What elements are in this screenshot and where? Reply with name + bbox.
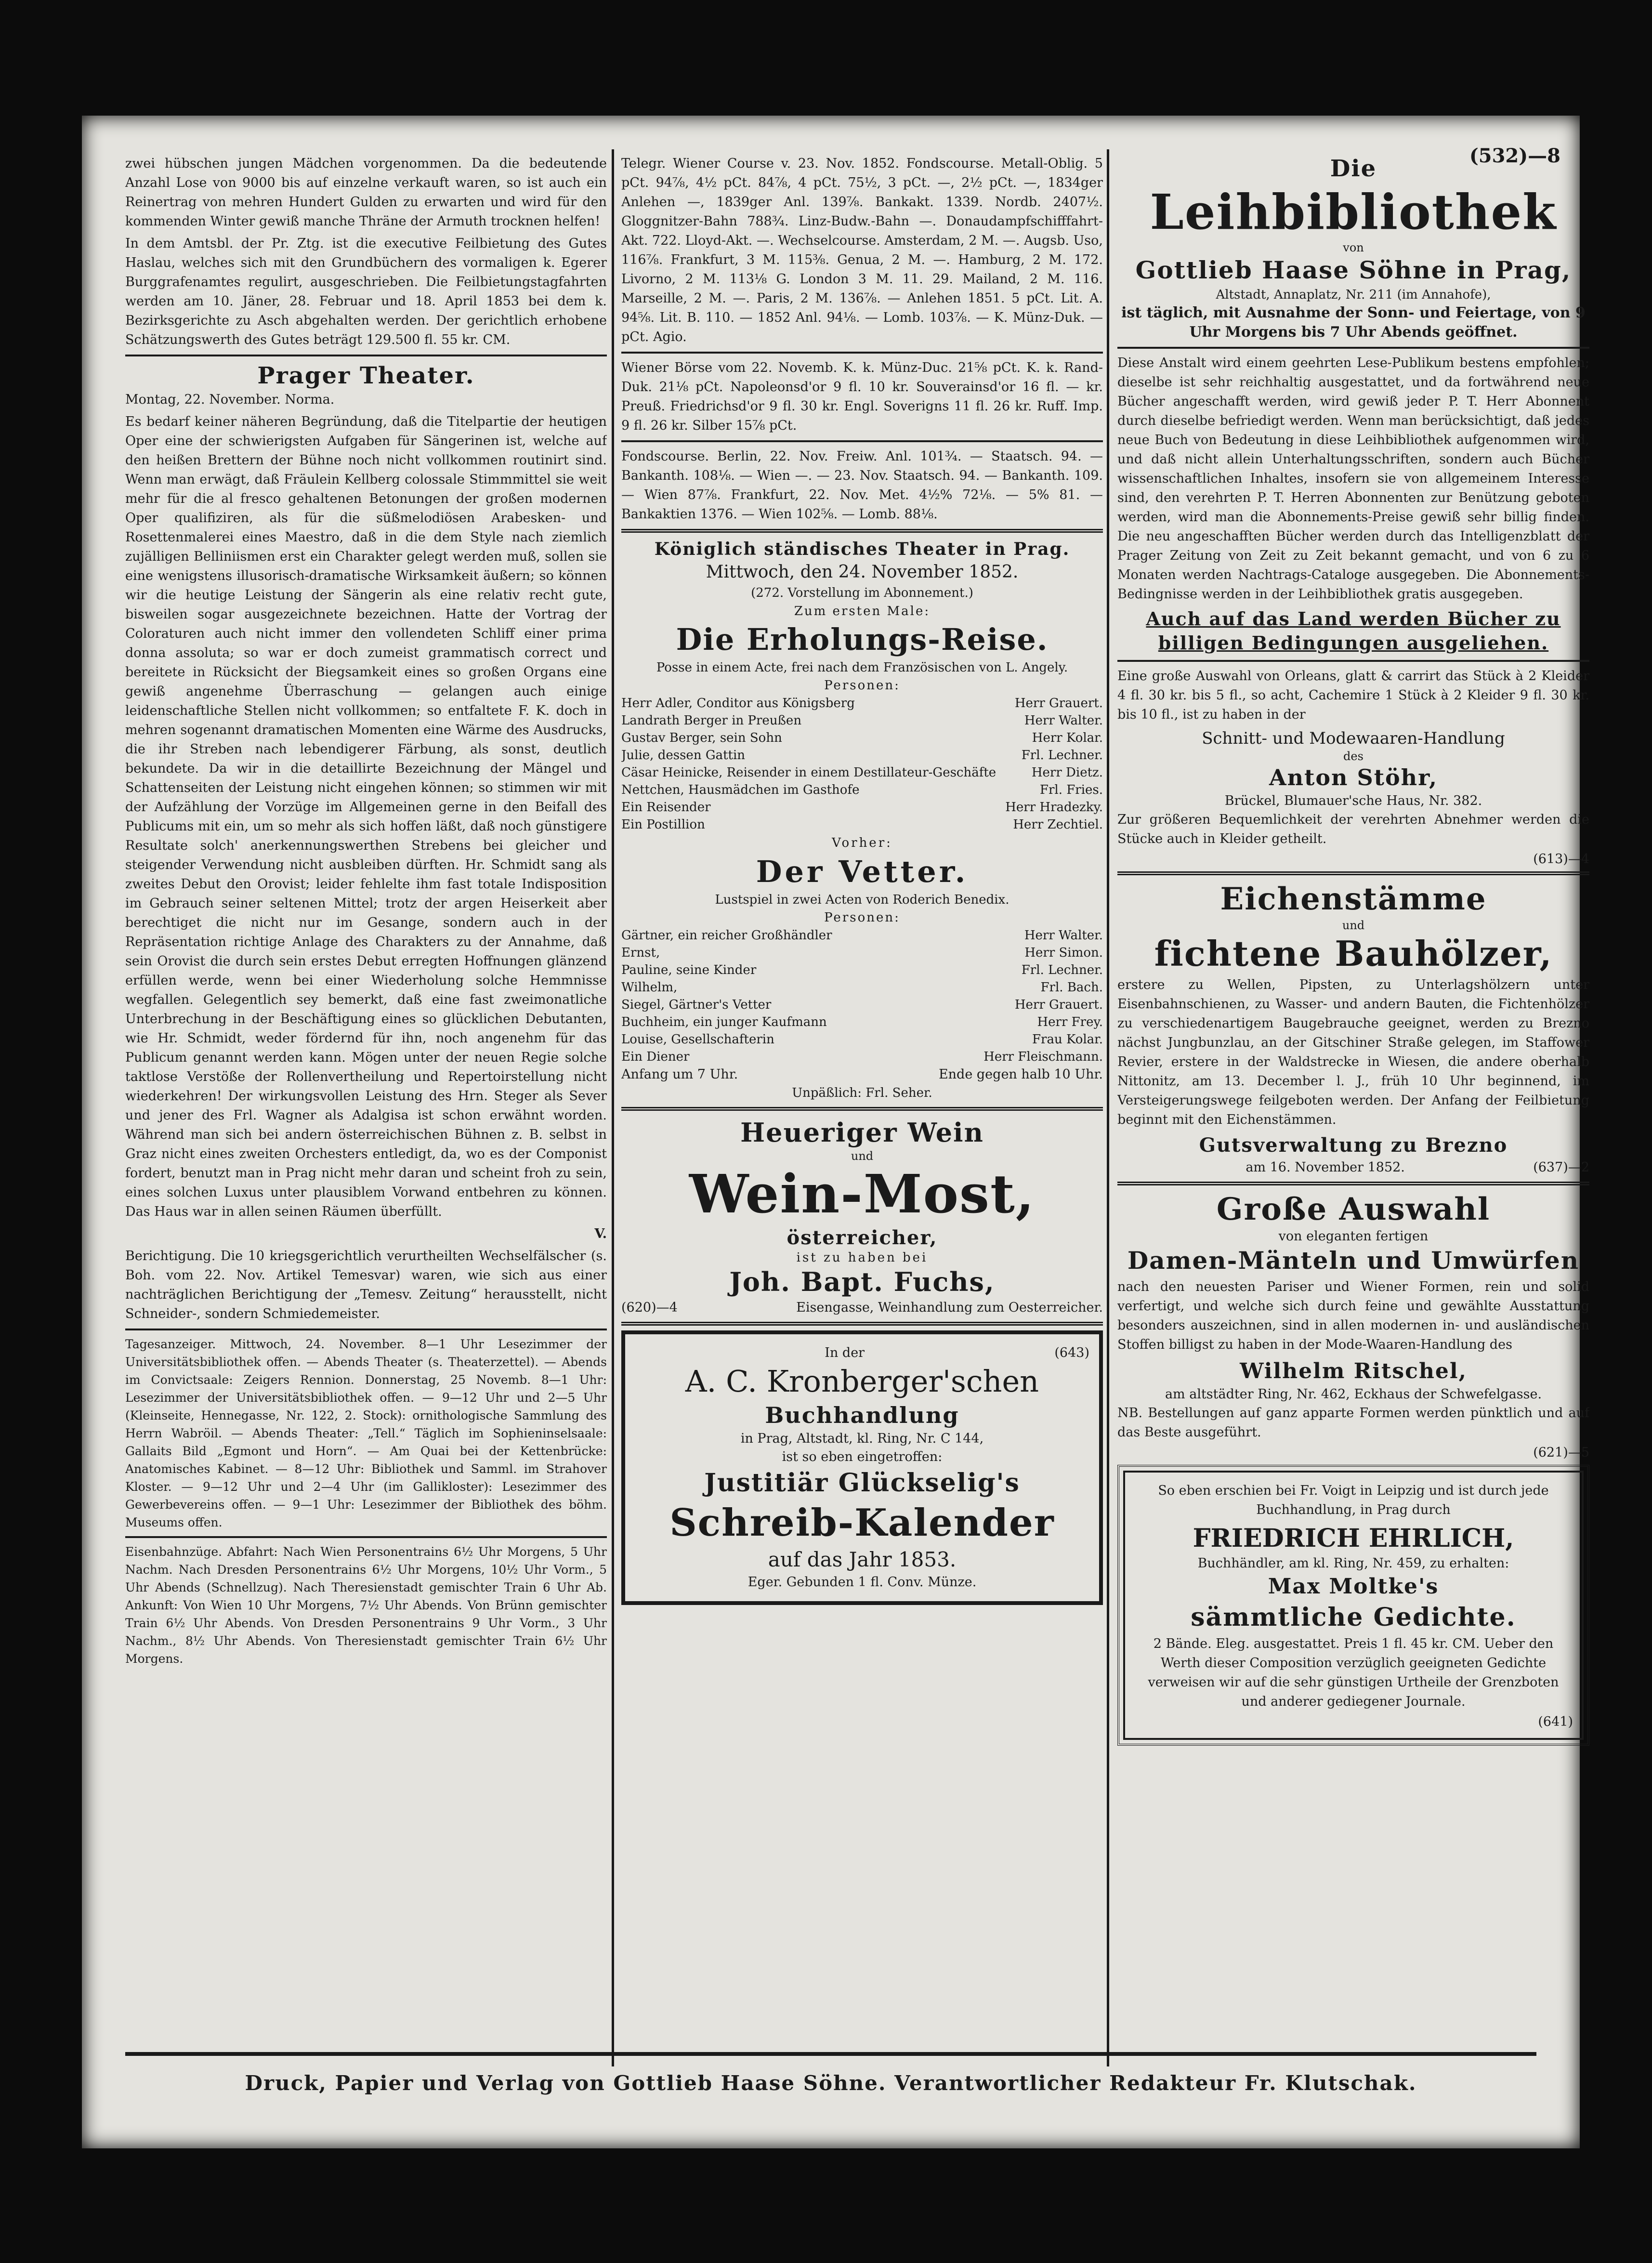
ehrlich-text: 2 Bände. Eleg. ausgestattet. Preis 1 fl. 45 kr. CM. Ueber den Werth dieser Composition verzüglich geeigneten Gedichte verweisen wir auf die sehr günstigen Urtheile der Grenzboten und anderer gediegener Journale. [1148, 1636, 1559, 1709]
review-signature: V. [594, 1226, 607, 1241]
actor-name: Frl. Lechner. [1021, 748, 1103, 763]
cast-row [621, 961, 1103, 979]
divider [621, 529, 1103, 533]
wein-oesterreicher: österreicher, [787, 1226, 938, 1249]
divider [621, 440, 1103, 442]
cast-row [621, 781, 1103, 799]
cast-row [621, 944, 1103, 961]
ehrlich-intro: So eben erschien bei Fr. Voigt in Leipzig und ist durch jede Buchhandlung, in Prag durch [1158, 1483, 1549, 1517]
divider [125, 1536, 607, 1538]
schnitt-handlung: Schnitt- und Modewaaren-Handlung [1202, 729, 1505, 748]
tagesanzeiger: Tagesanzeiger. Mittwoch, 24. November. 8—1 Uhr Lesezimmer der Universitätsbibliothek offen. — Abends Theater (s. Theaterzettel). — Abends im Convictsaale: Zeigers Rennion. Donnerstag, 25 Novemb. 8—1 Uhr: Lesezimmer der Universitätsbibliothek offen. — 9—12 Uhr und 2—5 Uhr (Kleinseite, Hennegasse, Nr. 122, 2. Stock): ornithologische Sammlung des Herrn Wabröil. — Abends Theater: „Tell.“ Täglich im Sophieninselsaale: Gallaits Bild „Egmont und Horn“. — Am Quai bei der Kettenbrücke: Anatomisches Kabinet. — 8—12 Uhr: Bibliothek und Samml. im Strahover Kloster. — 9—12 Uhr und 2—4 Uhr (im Gallikloster): Lesezimmer des Gewerbevereins offen. — 9—1 Uhr: Lesezimmer der Bibliothek des böhm. Museums offen. [125, 1337, 607, 1529]
grosse-auswahl-title: Große Auswahl [1216, 1191, 1491, 1227]
eleganten-label: von eleganten fertigen [1278, 1229, 1429, 1244]
divider [1117, 1182, 1589, 1185]
abonnement-note: (272. Vorstellung im Abonnement.) [751, 586, 973, 600]
land-note: Auch auf das Land werden Bücher zu billigen Bedingungen ausgeliehen. [1146, 608, 1561, 654]
actor-name: Herr Dietz. [1031, 765, 1103, 780]
role-name: Julie, dessen Gattin [621, 748, 746, 763]
footer-rule [125, 2052, 1536, 2056]
kron-name: A. C. Kronberger'schen [685, 1364, 1039, 1399]
divider [125, 1329, 607, 1330]
ritschel-address: am altstädter Ring, Nr. 462, Eckhaus der Schwefelgasse. [1165, 1387, 1542, 1402]
role-name: Ein Postillion [621, 817, 705, 832]
bauhoelzer-title: fichtene Bauhölzer, [1154, 933, 1553, 974]
ritschel-ad-number: (621)—5 [1533, 1445, 1589, 1460]
role-name: Gustav Berger, sein Sohn [621, 731, 782, 745]
ehrlich-ad [1117, 1465, 1589, 1746]
play2-title: Der Vetter. [756, 854, 969, 889]
prager-theater-title: Prager Theater. [257, 362, 475, 389]
column-rule-left [612, 149, 614, 2066]
actor-name: Herr Simon. [1024, 946, 1103, 960]
divider [1117, 660, 1589, 662]
actor-name: Frl. Lechner. [1021, 963, 1103, 977]
role-name: Cäsar Heinicke, Reisender in einem Destillateur-Geschäfte [621, 765, 996, 780]
ritschel-name: Wilhelm Ritschel, [1240, 1359, 1467, 1383]
actor-name: Herr Kolar. [1032, 731, 1103, 745]
cast-row [621, 927, 1103, 944]
column-left [125, 154, 607, 1671]
divider [621, 1322, 1103, 1326]
und-label: und [1342, 919, 1365, 932]
wiener-boerse: Wiener Börse vom 22. Novemb. K. k. Münz-Duc. 21⅝ pCt. K. k. Rand-Duk. 21⅛ pCt. Napoleonsd'or 9 fl. 10 kr. Souverainsd'or 16 fl. — kr. Preuß. Friedrichsd'or 9 fl. 30 kr. Engl. Soverigns 11 fl. 26 kr. Ruff. Imp. 9 fl. 26 kr. Silber 15⅞ pCt. [621, 360, 1103, 433]
cast-row [621, 729, 1103, 747]
wein-und: und [851, 1149, 874, 1163]
kron-price: Eger. Gebunden 1 fl. Conv. Münze. [747, 1575, 977, 1590]
kron-address: in Prag, Altstadt, kl. Ring, Nr. C 144, [740, 1431, 984, 1446]
actor-name: Herr Walter. [1024, 713, 1103, 728]
show-times [621, 1066, 1103, 1084]
wein-merchant: Joh. Bapt. Fuchs, [729, 1266, 995, 1297]
role-name: Gärtner, ein reicher Großhändler [621, 928, 832, 943]
cast-row [621, 799, 1103, 816]
role-name: Herr Adler, Conditor aus Königsberg [621, 696, 855, 710]
theater-header: Königlich ständisches Theater in Prag. [654, 539, 1070, 559]
kron-ad-number: (643) [1054, 1345, 1089, 1360]
play1-description: Posse in einem Acte, frei nach dem Französischen von L. Angely. [656, 660, 1068, 675]
eichenstaemme-title: Eichenstämme [1220, 881, 1487, 917]
wein-address: Eisengasse, Weinhandlung zum Oesterreicher. [796, 1300, 1103, 1315]
eichen-text: erstere zu Wellen, Pipsten, zu Unterlagshölzern unter Eisenbahnschienen, zu Wasser- und andern Bauten, die Fichtenhölzer zu verschiedenartigem Baugebrauche geeignet, werden zu Brezno nächst Jungbunzlau, an der Gitschiner Straße gelegen, im Staffower Revier, erstere in der Waldstrecke in Wiesen, die andere oberhalb Nittonitz, am 13. December l. J., früh 10 Uhr beginnend, im Versteigerungswege feilgeboten werden. Der Anfang der Feilbietung beginnt mit den Eichenstämmen. [1117, 977, 1589, 1127]
role-name: Ernst, [621, 946, 660, 960]
kronberger-ad [621, 1330, 1103, 1605]
theater-date: Mittwoch, den 24. November 1852. [706, 562, 1019, 582]
indisposed-note: Unpäßlich: Frl. Seher. [792, 1086, 932, 1100]
leih-hours: ist täglich, mit Ausnahme der Sonn- und Feiertage, von 9 Uhr Morgens bis 7 Uhr Abends geöffnet. [1121, 304, 1586, 341]
vorher-label: Vorher: [832, 836, 892, 850]
newspaper-page [82, 116, 1589, 2148]
cast-row [621, 695, 1103, 712]
haase-name: Gottlieb Haase Söhne in Prag, [1135, 256, 1572, 284]
leih-address: Altstadt, Annaplatz, Nr. 211 (im Annahofe), [1216, 288, 1491, 302]
wein-ad-number: (620)—4 [621, 1300, 678, 1315]
role-name: Siegel, Gärtner's Vetter [621, 998, 772, 1012]
cast-row [621, 979, 1103, 996]
kron-in: In der [825, 1345, 865, 1360]
stoehr-text: Zur größeren Bequemlichkeit der verehrten Abnehmer werden die Stücke auch in Kleider getheilt. [1117, 812, 1589, 846]
cast-list-1 [621, 695, 1103, 833]
end-time: Ende gegen halb 10 Uhr. [938, 1067, 1103, 1082]
cast-row [621, 1013, 1103, 1031]
kron-buchhandlung: Buchhandlung [765, 1402, 959, 1428]
divider [1117, 871, 1589, 875]
column-middle [621, 154, 1103, 1610]
actor-name: Frau Kolar. [1032, 1032, 1103, 1047]
theater-date: Montag, 22. November. Norma. [125, 392, 335, 407]
stoehr-name: Anton Stöhr, [1269, 764, 1438, 790]
ehrlich-ad-number: (641) [1538, 1714, 1573, 1729]
divider [125, 355, 607, 356]
column-right [1117, 154, 1589, 1750]
cast-row [621, 1031, 1103, 1048]
des-label: des [1343, 750, 1364, 763]
actor-name: Herr Zechtiel. [1013, 817, 1103, 832]
guts-footer [1117, 1158, 1589, 1177]
guts-date: am 16. November 1852. [1246, 1160, 1405, 1175]
actor-name: Herr Hradezky. [1005, 800, 1103, 815]
actor-name: Frl. Fries. [1039, 783, 1103, 797]
damen-text: nach den neuesten Pariser und Wiener Formen, rein und solid verfertigt, und welche sich durch feine und gewählte Ausstattung besonders auszeichnen, sind in allen modernen in- und ausländischen Stoffen billigst zu haben in der Mode-Waaren-Handlung des [1117, 1279, 1589, 1352]
theater-review: Es bedarf keiner näheren Begründung, daß die Titelpartie der heutigen Oper eine der schwierigsten Aufgaben für Sängerinen ist, welche auf den heißen Brettern der Bühne noch nicht vollkommen routinirt sind. Wenn man erwägt, daß Fräulein Kellberg colossale Stimmmittel sie weit mehr für die al fresco gehaltenen Betonungen der großen modernen Oper qualifiziren, als für die süßmelodiösen Arabesken- und Rosettenmalerei eines Maestro, daß in die dem Style nach ziemlich zujälligen Belliniismen erst ein Charakter gelegt werden muß, sollen sie eine wenigstens illusorisch-dramatische Wirksamkeit äußern; so können wir die heutige Leistung der Sängerin als eine relativ recht gute, bisweilen sogar ausgezeichnete bezeichnen. Hatte der Vortrag der Coloraturen auch nicht immer den vollendeten Schliff einer prima donna assoluta; so war er doch zumeist grammatisch correct und bereitete in Rücksicht der Biegsamkeit eines so großen Organs eine gewiß angenehme Überraschung — gelangen auch einige leidenschaftliche Stellen nicht vollkommen; so entfaltete F. K. doch in mehren sogenannt dramatischen Momenten eine Wärme des Ausdrucks, die ihr Streben nach lebendigerer Färbung, als sonst, deutlich bekundete. Da wir in die detaillirte Bezeichnung der Mängel und Schattenseiten der Leistung nicht eingehen können; so stimmen wir mit der Aufzählung der Vorzüge im Allgemeinen gerne in den Beifall des Publicums mit ein, um so mehr als sich hoffen läßt, daß noch günstigere Resultate solch' anerkennungswerthen Strebens bei gleicher und steigender Verwendung nicht ausbleiben dürften. Hr. Schmidt sang als zweites Debut den Orovist; leider fehlelte ihm fast totale Indisposition im Gebrauch seiner seltenen Mittel; trotz der argen Heiserkeit aber berechtiget die nicht nur im Gesange, sondern auch in der Repräsentation richtige Anlage des Charakters zu der Annahme, daß sein Orovist die durch sein erstes Debut erregten Hoffnungen glänzend erfüllen werde, wenn bei einer Wiederholung solche Hemmnisse wegfallen. Gelegentlich sey bemerkt, daß eine fast zweimonatliche Unterbrechung in der Beschäftigung eines so glücklichen Debutanten, wie Hr. Schmidt, weder fördernd für ihn, noch angenehm für das Publicum genannt werden kann. Mögen unter der neuen Regie solche taktlose Verstöße der Rollenvertheilung und Repertoirstellung nicht wiederkehren! Der wirkungsvollen Leistung des Hrn. Steger als Sever und jener des Frl. Wagner als Adalgisa ist schon erwähnt worden. Während man sich bei andern österreichischen Bühnen z. B. selbst in Graz nicht eines zweiten Orchesters entledigt, da, wo es der Componist fordert, benutzt man in Prag nicht mehr daran und scheint froh zu sein, eines solchen Luxus unter plausiblem Vorwand entbehren zu können. Das Haus war in allen seinen Räumen überfüllt. [125, 414, 607, 1219]
actor-name: Frl. Bach. [1040, 980, 1103, 995]
cast-row [621, 816, 1103, 833]
actor-name: Herr Fleischmann. [983, 1050, 1103, 1064]
cast-row [621, 1048, 1103, 1066]
divider [621, 352, 1103, 354]
kron-title-2: Schreib-Kalender [669, 1501, 1055, 1545]
personen-label: Personen: [824, 678, 900, 693]
gedichte-title: sämmtliche Gedichte. [1191, 1603, 1516, 1632]
wein-available: ist zu haben bei [796, 1250, 928, 1265]
personen-label: Personen: [824, 910, 900, 925]
column-rule-right [1107, 149, 1109, 2066]
cast-row [621, 712, 1103, 729]
stoehr-address: Brückel, Blumauer'sche Haus, Nr. 382. [1224, 793, 1482, 808]
start-time: Anfang um 7 Uhr. [621, 1067, 738, 1082]
wein-most-title: Wein-Most, [689, 1163, 1036, 1225]
fondscourse: Fondscourse. Berlin, 22. Nov. Freiw. Anl. 101¾. — Staatsch. 94. — Bankanth. 108⅛. — Wien —. — 23. Nov. Staatsch. 94. — Bankanth. 109. — Wien 87⅞. Frankfurt, 22. Nov. Met. 4½% 72⅛. — 5% 81. — Bankaktien 1376. — Wien 102⅝. — Lomb. 88⅛. [621, 449, 1103, 522]
cast-row [621, 747, 1103, 764]
cast-row [621, 764, 1103, 781]
ehrlich-address: Buchhändler, am kl. Ring, Nr. 459, zu erhalten: [1197, 1556, 1509, 1571]
role-name: Wilhelm, [621, 980, 678, 995]
role-name: Ein Reisender [621, 800, 711, 815]
role-name: Buchheim, ein junger Kaufmann [621, 1015, 827, 1029]
kron-title-1: Justitiär Glückselig's [704, 1468, 1020, 1498]
leihbibliothek-title: Leihbibliothek [1150, 184, 1557, 240]
nb-note: NB. Bestellungen auf ganz apparte Formen werden pünktlich und auf das Beste ausgeführt. [1117, 1406, 1589, 1440]
berichtigung: Berichtigung. Die 10 kriegsgerichtlich verurtheilten Wechselfälscher (s. Boh. vom 22. Nov. Artikel Temesvar) waren, wie sich aus einer nachträglichen Berichtigung der „Temesv. Zeitung“ herausstellt, nicht Schneider-, sondern Schmiedemeister. [125, 1249, 607, 1321]
moltke-name: Max Moltke's [1268, 1574, 1439, 1599]
play1-title: Die Erholungs-Reise. [676, 622, 1049, 657]
cast-list-2 [621, 927, 1103, 1066]
play2-description: Lustspiel in zwei Acten von Roderich Benedix. [715, 893, 1010, 907]
gutsverwaltung: Gutsverwaltung zu Brezno [1199, 1134, 1508, 1157]
ehrlich-name: FRIEDRICH EHRLICH, [1193, 1524, 1514, 1553]
cast-row [621, 996, 1103, 1013]
first-time-label: Zum ersten Male: [794, 604, 931, 618]
leih-text: Diese Anstalt wird einem geehrten Lese-Publikum bestens empfohlen; dieselbe ist sehr reichhaltig ausgestattet, und da fortwährend neue Bücher angeschafft werden, wird gewiß jeder P. T. Herr Abonnent durch dieselbe befriedigt werden. Wenn man berücksichtigt, daß jedes neue Buch von Bedeutung in diese Leihbibliothek aufgenommen wird, und daß nicht allein Unterhaltungsschriften, sondern auch Bücher wissenschaftlichen Inhaltes, insofern sie von allgemeinem Interesse sind, den verehrten P. T. Herren Abonnenten zur Benützung geboten werden, wird man die Abonnements-Preise gewiß sehr billig finden. Die neu angeschafften Bücher werden durch das Intelligenzblatt der Prager Zeitung von Zeit zu Zeit bekannt gemacht, und von 6 zu 6 Monaten werden Nachtrags-Cataloge ausgegeben. Die Abonnements-Bedingnisse werden in der Leihbibliothek gratis ausgegeben. [1117, 355, 1589, 602]
actor-name: Herr Grauert. [1014, 998, 1103, 1012]
imprint-footer: Druck, Papier und Verlag von Gottlieb Haase Söhne. Verantwortlicher Redakteur Fr. Klutschak. [245, 2071, 1417, 2095]
stoehr-ad-number: (613)—4 [1533, 852, 1589, 867]
actor-name: Herr Walter. [1024, 928, 1103, 943]
guts-ad-number: (637)—2 [1533, 1160, 1589, 1175]
divider [621, 1107, 1103, 1111]
die-label: Die [1330, 155, 1377, 182]
eisenbahnzuege: Eisenbahnzüge. Abfahrt: Nach Wien Personentrains 6½ Uhr Morgens, 5 Uhr Nachm. Nach Dresden Personentrains 6½ Uhr Morgens, 10½ Uhr Vorm., 5 Uhr Abends (Schnellzug). Nach Theresienstadt gemischter Train 6 Uhr Ab. Ankunft: Von Wien 10 Uhr Morgens, 7½ Uhr Abends. Von Brünn gemischter Train 6½ Uhr Abends. Von Dresden Personentrains 9 Uhr Vorm., 3 Uhr Nachm., 8½ Uhr Abends. Von Theresienstadt gemischter Train 6½ Uhr Morgens. [125, 1545, 607, 1666]
divider [1117, 347, 1589, 349]
role-name: Ein Diener [621, 1050, 690, 1064]
page-number: (532)—8 [1469, 145, 1560, 167]
orleans-text: Eine große Auswahl von Orleans, glatt & carrirt das Stück à 2 Kleider 4 fl. 30 kr. bis 5 fl., so acht, Cachemire 1 Stück à 2 Kleider 9 fl. 30 kr. bis 10 fl., ist zu haben in der [1117, 669, 1589, 722]
actor-name: Herr Grauert. [1014, 696, 1103, 710]
wein-heading: Heueriger Wein [740, 1117, 984, 1148]
role-name: Nettchen, Hausmädchen im Gasthofe [621, 783, 860, 797]
role-name: Pauline, seine Kinder [621, 963, 757, 977]
kron-arrived: ist so eben eingetroffen: [782, 1449, 943, 1464]
wein-footer [621, 1299, 1103, 1317]
von-label: von [1343, 241, 1364, 254]
lottery-paragraph: zwei hübschen jungen Mädchen vorgenommen. Da die bedeutende Anzahl Lose von 9000 bis auf einzelne verkauft waren, so ist auch ein Reinertrag von mehren Hundert Gulden zu erwarten und wird für den kommenden Winter gewiß manche Thräne der Armuth trocknen helfen! [125, 156, 607, 229]
role-name: Landrath Berger in Preußen [621, 713, 802, 728]
kron-year: auf das Jahr 1853. [768, 1548, 957, 1571]
role-name: Louise, Gesellschafterin [621, 1032, 774, 1047]
telegr-course: Telegr. Wiener Course v. 23. Nov. 1852. Fondscourse. Metall-Oblig. 5 pCt. 94⅞, 4½ pCt. 84⅞, 4 pCt. 75½, 3 pCt. —, 2½ pCt. —, 1834ger Anlehen —, 1839ger Anl. 139⅞. Bankakt. 1339. Nordb. 2407½. Gloggnitzer-Bahn 788¾. Linz-Budw.-Bahn —. Donaudampfschifffahrt-Akt. 722. Lloyd-Akt. —. Wechselcourse. Amsterdam, 2 M. —. Augsb. Uso, 116⅞. Frankfurt, 3 M. 115⅜. Genua, 2 M. —. Hamburg, 2 M. 172. Livorno, 2 M. 113⅛ G. London 3 M. 11. 29. Mailand, 2 M. 116. Marseille, 2 M. —. Paris, 2 M. 136⅞. — Anlehen 1851. 5 pCt. Lit. A. 94⅝. Lit. B. 110. — 1852 Anl. 94⅛. — Lomb. 103⅞. — K. Münz-Duk. — pCt. Agio. [621, 156, 1103, 344]
amtsblatt-paragraph: In dem Amtsbl. der Pr. Ztg. ist die executive Feilbietung des Gutes Haslau, welches sich mit den Grundbüchern des vormaligen k. Egerer Burggrafenamtes regulirt, ausgeschrieben. Die Feilbietungstagfahrten werden am 10. Jäner, 28. Februar und 18. April 1853 bei dem k. Bezirksgerichte zu Asch abgehalten werden. Der gerichtlich erhobene Schätzungswerth des Gutes beträgt 129.500 fl. 55 kr. CM. [125, 236, 607, 347]
actor-name: Herr Frey. [1037, 1015, 1103, 1029]
damen-title: Damen-Mänteln und Umwürfen [1127, 1246, 1580, 1275]
